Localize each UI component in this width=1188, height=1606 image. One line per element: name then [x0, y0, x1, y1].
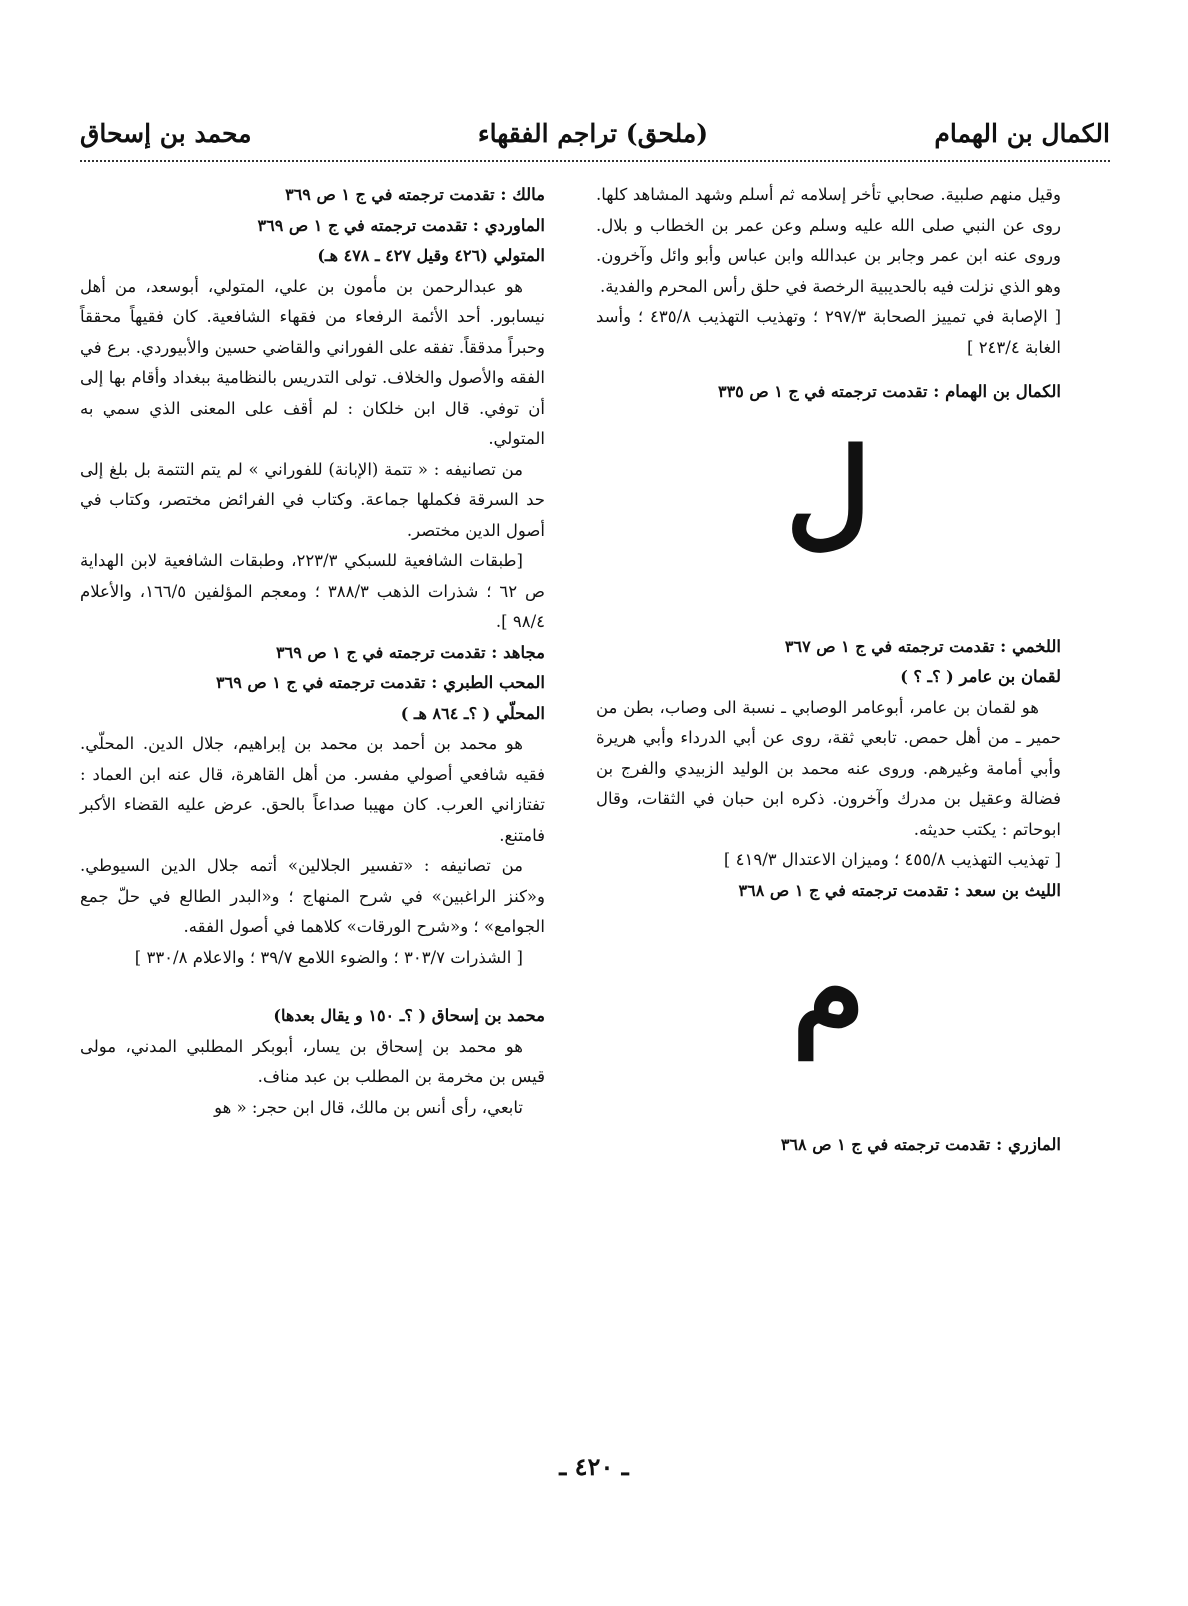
entry-mutawalli-works: من تصانيفه : « تتمة (الإبانة) للفوراني » لم يتم التتمة بل بلغ إلى حد السرقة فكملها جماعة. وكتاب في الفرائض مختصر، وكتاب في أصول الدين مختصر.: [80, 459, 545, 540]
entry-name: اللخمي :: [1000, 636, 1061, 656]
header-left-title: محمد بن إسحاق: [80, 118, 252, 148]
entry-ref: تقدمت ترجمته في ج ١ ص ٣٦٨: [738, 880, 949, 900]
entry-mujahid: [80, 638, 545, 669]
left-column: [80, 180, 545, 1123]
entry-name: محمد بن إسحاق: [431, 1006, 545, 1025]
entry-ref: تقدمت ترجمته في ج ١ ص ٣٦٧: [784, 636, 995, 656]
entry-name: لقمان بن عامر: [959, 667, 1061, 686]
entry-name: الليث بن سعد :: [953, 880, 1061, 900]
entry-name: الماوردي :: [472, 215, 545, 235]
entry-lakhmi: [596, 632, 1061, 663]
entry-mutawalli-references: [طبقات الشافعية للسبكي ٢٢٣/٣، وطبقات الشافعية لابن الهداية ص ٦٢ ؛ شذرات الذهب ٣٨٨/٣ ؛ ومعجم المؤلفين ١٦٦/٥، والأعلام ٩٨/٤ ].: [80, 551, 545, 631]
entry-ibn-ishaq-body: هو محمد بن إسحاق بن يسار، أبوبكر المطلبي المدني، مولى قيس بن مخرمة بن المطلب بن عبد مناف.: [80, 1036, 545, 1086]
entry-dates: ( ؟ـ ؟ ): [900, 667, 954, 686]
entry-dates: ( ؟ـ ٨٦٤ هـ ): [400, 703, 491, 723]
entry-luqman-references: [ تهذيب التهذيب ٤٥٥/٨ ؛ وميزان الاعتدال ٤١٩/٣ ]: [723, 850, 1061, 869]
entry-name: المازري :: [996, 1135, 1061, 1154]
entry-ref: تقدمت ترجمته في ج ١ ص ٣٦٩: [285, 185, 495, 204]
entry-kamal: [596, 377, 1061, 408]
entry-luqman-heading: [596, 662, 1061, 693]
entry-dates: ( ؟ـ ١٥٠ و يقال بعدها): [273, 1006, 427, 1025]
entry-name: مجاهد :: [491, 642, 545, 662]
entry-name: المتولي: [493, 246, 545, 265]
entry-mahalli-works: من تصانيفه : «تفسير الجلالين» أتمه جلال الدين السيوطي. و«كنز الراغبين» في شرح المنهاج ؛ و«البدر الطالع في حلّ جمع الجوامع» ؛ و«شرح الورقات» كلاهما في أصول الفقه.: [80, 856, 545, 936]
entry-layth: [596, 876, 1061, 907]
entry-luqman-body: هو لقمان بن عامر، أبوعامر الوصابي ـ نسبة الى وصاب، بطن من حمير ـ من أهل حمص. تابعي ثقة، روى عن أبي الدرداء وأبي هريرة وأبي أمامة وغيرهم. وروى عنه محمد بن الوليد الزبيدي والفرج بن فضالة وعقيل بن مدرك وآخرون. ذكره ابن حبان في الثقات، وقال ابوحاتم : يكتب حديثه.: [596, 697, 1061, 839]
section-letter-lam: ل: [785, 421, 872, 561]
section-letter-mim: م: [791, 920, 866, 1059]
entry-mazari: [596, 1130, 1061, 1161]
entry-ref: تقدمت ترجمته في ج ١ ص ٣٦٩: [276, 642, 486, 662]
entry-ibn-ishaq-continued: تابعي، رأى أنس بن مالك، قال ابن حجر: « هو: [214, 1097, 523, 1117]
entry-mahalli-body: هو محمد بن أحمد بن محمد بن إبراهيم، جلال الدين. المحلّي. فقيه شافعي أصولي مفسر. من أهل القاهرة، قال عنه ابن العماد : تفتازاني العرب. كان مهيبا صداعاً بالحق. عرض عليه القضاء الأكبر فامتنع.: [80, 734, 545, 845]
continuation-paragraph: وقيل منهم صلبية. صحابي تأخر إسلامه ثم أسلم وشهد المشاهد كلها. روى عن النبي صلى الله عليه وسلم وعن عمر بن الخطاب و بلال. وروى عنه ابن عمر وجابر بن عبدالله وابن عباس وأبو وائل وآخرون. وهو الذي نزلت فيه بالحديبية الرخصة في حلق رأس المحرم والفدية.: [596, 185, 1061, 296]
page-number: ـ ٤٢٠ ـ: [559, 1452, 629, 1481]
entry-name: المحلّي: [495, 703, 545, 723]
entry-ibn-ishaq-heading: [80, 1001, 545, 1032]
entry-name: مالك :: [500, 185, 545, 204]
entry-mahalli-references: [ الشذرات ٣٠٣/٧ ؛ والضوء اللامع ٣٩/٧ ؛ والاعلام ٣٣٠/٨ ]: [134, 947, 523, 967]
header-center-title: (ملحق) تراجم الفقهاء: [477, 118, 709, 148]
entry-mutawalli-heading: [80, 241, 545, 272]
entry-ref: تقدمت ترجمته في ج ١ ص ٣٦٩: [257, 215, 468, 235]
running-header: [80, 108, 1110, 158]
entry-mahalli-heading: [80, 699, 545, 730]
entry-name: المحب الطبري :: [431, 673, 545, 692]
entry-name: الكمال بن الهمام :: [933, 382, 1061, 401]
entry-ref: تقدمت ترجمته في ج ١ ص ٣٦٨: [780, 1135, 991, 1154]
right-column: [596, 180, 1061, 1161]
continuation-references: [ الإصابة في تمييز الصحابة ٢٩٧/٣ ؛ وتهذيب التهذيب ٤٣٥/٨ ؛ وأسد الغابة ٢٤٣/٤ ]: [596, 307, 1062, 357]
entry-ref: تقدمت ترجمته في ج ١ ص ٣٣٥: [717, 382, 928, 401]
entry-ref: تقدمت ترجمته في ج ١ ص ٣٦٩: [216, 673, 426, 692]
entry-malik: [80, 180, 545, 211]
entry-dates: (٤٢٦ وقيل ٤٢٧ ـ ٤٧٨ هـ): [317, 246, 488, 265]
entry-tabari: [80, 668, 545, 699]
header-dotted-rule: [80, 160, 1110, 162]
header-right-title: الكمال بن الهمام: [934, 118, 1110, 148]
entry-mutawalli-body: هو عبدالرحمن بن مأمون بن علي، المتولي، أبوسعد، من أهل نيسابور. أحد الأئمة الرفعاء من فقهاء الشافعية. كان فقيهاً محققاً وحبراً مدققاً. تفقه على الفوراني والقاضي حسين والأبيوردي. برع في الفقه والأصول والخلاف. تولى التدريس بالنظامية ببغداد وأقام بها إلى أن توفي. قال ابن خلكان : لم أقف على المعنى الذي سمي به المتولي.: [80, 276, 545, 448]
entry-mawardi: [80, 211, 545, 242]
